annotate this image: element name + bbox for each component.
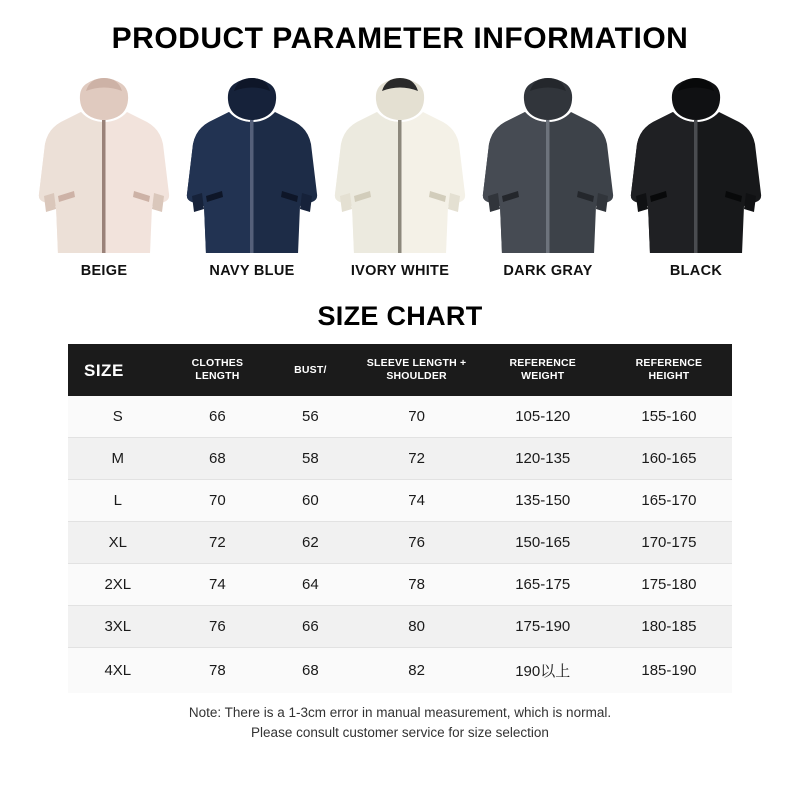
cell-sleeve: 70	[354, 396, 480, 438]
jacket-icon	[330, 68, 470, 253]
header-line-2: SHOULDER	[386, 370, 447, 383]
header-line-2: HEIGHT	[648, 370, 690, 383]
cell-clothes-length: 68	[168, 438, 268, 480]
jacket-image-ivory-white	[330, 68, 470, 253]
cell-size: XL	[68, 522, 168, 564]
cell-weight: 165-175	[480, 564, 606, 606]
cell-clothes-length: 70	[168, 480, 268, 522]
jacket-icon	[626, 68, 766, 253]
table-header-row	[68, 344, 732, 396]
cell-height: 180-185	[606, 606, 732, 648]
table-row	[68, 606, 732, 648]
cell-bust: 56	[267, 396, 353, 438]
cell-weight: 190以上	[480, 648, 606, 694]
cell-bust: 60	[267, 480, 353, 522]
cell-height: 170-175	[606, 522, 732, 564]
column-header-bust	[267, 344, 353, 396]
cell-height: 165-170	[606, 480, 732, 522]
cell-weight: 135-150	[480, 480, 606, 522]
size-chart-table	[68, 344, 732, 693]
cell-weight: 175-190	[480, 606, 606, 648]
table-row	[68, 522, 732, 564]
header-line-1: REFERENCE	[635, 357, 703, 369]
table-row	[68, 564, 732, 606]
column-header-reference-height	[606, 344, 732, 396]
cell-size: M	[68, 438, 168, 480]
cell-sleeve: 74	[354, 480, 480, 522]
cell-sleeve: 78	[354, 564, 480, 606]
column-header-reference-weight	[480, 344, 606, 396]
cell-sleeve: 76	[354, 522, 480, 564]
table-row	[68, 480, 732, 522]
header-line-2: LENGTH	[195, 370, 240, 383]
jacket-icon	[182, 68, 322, 253]
cell-height: 175-180	[606, 564, 732, 606]
color-variant-black[interactable]	[626, 68, 766, 279]
jacket-image-dark-gray	[478, 68, 618, 253]
table-header	[68, 344, 732, 396]
cell-sleeve: 80	[354, 606, 480, 648]
cell-size: 3XL	[68, 606, 168, 648]
column-header-size: SIZE	[68, 344, 168, 396]
cell-height: 185-190	[606, 648, 732, 694]
cell-sleeve: 72	[354, 438, 480, 480]
color-variant-dark-gray[interactable]	[478, 68, 618, 279]
note-line-2: Please consult customer service for size selection	[251, 724, 549, 740]
cell-weight: 105-120	[480, 396, 606, 438]
cell-height: 155-160	[606, 396, 732, 438]
table-row	[68, 648, 732, 694]
color-variant-beige[interactable]	[34, 68, 174, 279]
table-row	[68, 438, 732, 480]
table-row	[68, 396, 732, 438]
cell-bust: 66	[267, 606, 353, 648]
color-label: BEIGE	[80, 263, 128, 279]
note-line-1: Note: There is a 1-3cm error in manual measurement, which is normal.	[188, 705, 612, 721]
jacket-image-beige	[34, 68, 174, 253]
color-label: BLACK	[669, 263, 723, 279]
cell-clothes-length: 66	[168, 396, 268, 438]
jacket-icon	[478, 68, 618, 253]
header-line-1: BUST/	[294, 363, 327, 376]
header-line-1: CLOTHES	[191, 357, 244, 369]
color-label: NAVY BLUE	[209, 263, 295, 279]
color-label: DARK GRAY	[503, 263, 593, 279]
column-header-sleeve-shoulder	[354, 344, 480, 396]
page-title: PRODUCT PARAMETER INFORMATION	[111, 22, 689, 55]
cell-bust: 58	[267, 438, 353, 480]
jacket-icon	[34, 68, 174, 253]
cell-clothes-length: 78	[168, 648, 268, 694]
jacket-image-navy-blue	[182, 68, 322, 253]
header-line-1: REFERENCE	[509, 357, 577, 369]
color-label: IVORY WHITE	[350, 263, 450, 279]
column-header-clothes-length	[168, 344, 268, 396]
table-body	[68, 396, 732, 693]
cell-weight: 150-165	[480, 522, 606, 564]
color-variant-row	[0, 68, 800, 279]
cell-bust: 64	[267, 564, 353, 606]
color-variant-navy-blue[interactable]	[182, 68, 322, 279]
cell-bust: 68	[267, 648, 353, 694]
jacket-image-black	[626, 68, 766, 253]
size-chart-table-wrapper	[0, 344, 800, 693]
cell-bust: 62	[267, 522, 353, 564]
cell-size: S	[68, 396, 168, 438]
cell-size: L	[68, 480, 168, 522]
header-line-1: SLEEVE LENGTH +	[366, 357, 467, 369]
cell-size: 4XL	[68, 648, 168, 694]
size-chart-title: SIZE CHART	[317, 301, 483, 331]
cell-clothes-length: 76	[168, 606, 268, 648]
cell-height: 160-165	[606, 438, 732, 480]
color-variant-ivory-white[interactable]	[330, 68, 470, 279]
cell-weight: 120-135	[480, 438, 606, 480]
header-line-2: WEIGHT	[521, 370, 565, 383]
measurement-notes	[0, 703, 800, 742]
cell-clothes-length: 72	[168, 522, 268, 564]
cell-size: 2XL	[68, 564, 168, 606]
cell-clothes-length: 74	[168, 564, 268, 606]
cell-sleeve: 82	[354, 648, 480, 694]
